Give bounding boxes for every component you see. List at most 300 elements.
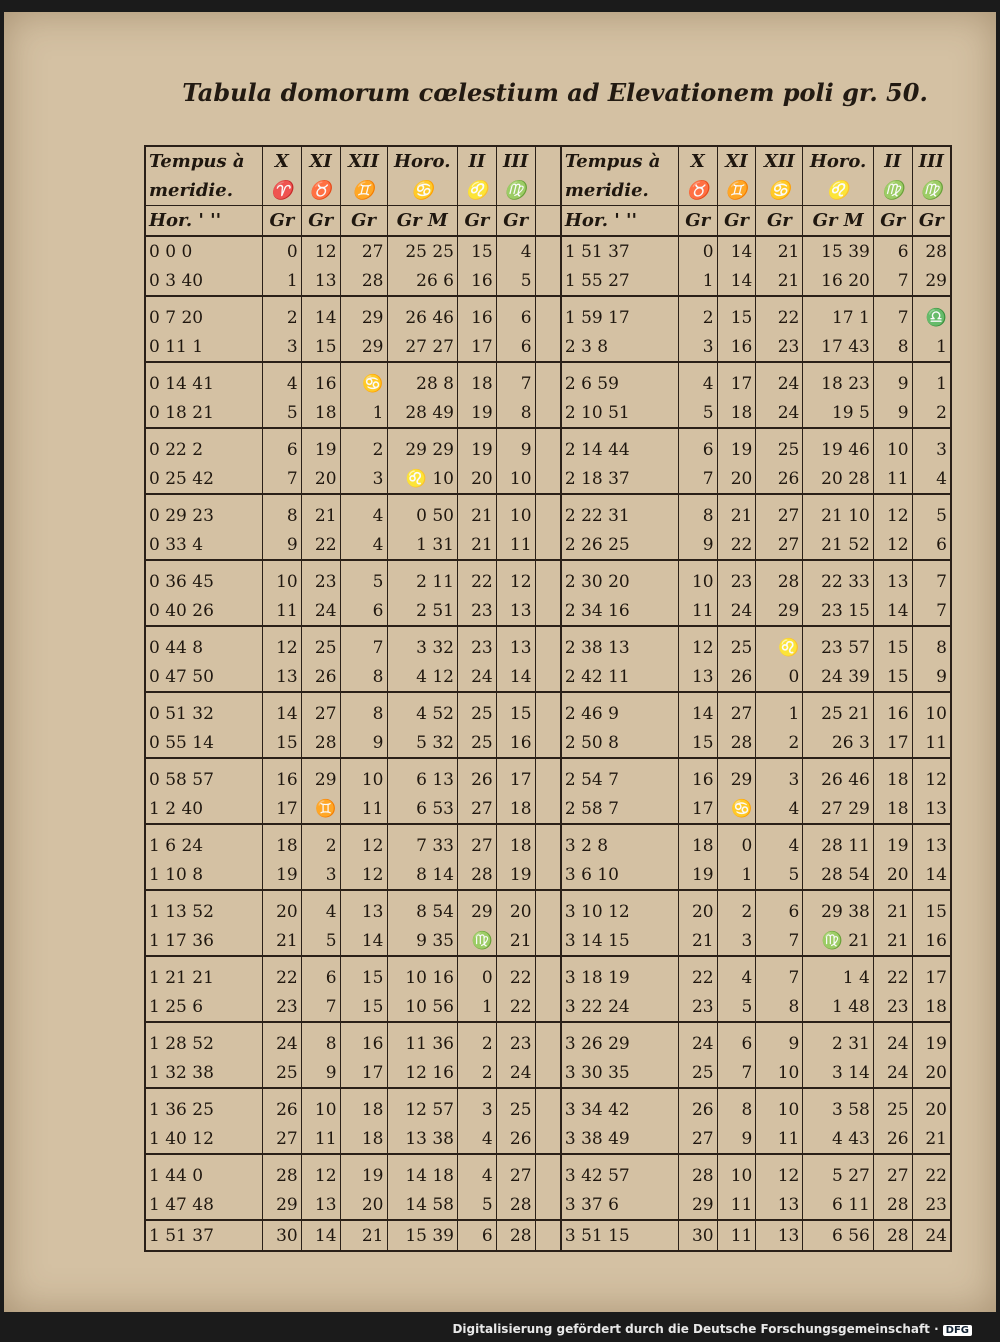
right-unit: Gr M: [803, 206, 873, 237]
right-value-cell: 19 46: [803, 428, 873, 464]
right-value-cell: 29: [717, 758, 756, 794]
left-value-cell: 23: [262, 992, 301, 1022]
left-house-header: XII: [340, 146, 387, 176]
left-time-cell: 1 32 38: [145, 1058, 262, 1088]
left-value-cell: 22: [457, 560, 496, 596]
right-time-cell: 2 22 31: [561, 494, 678, 530]
right-time-cell: 3 10 12: [561, 890, 678, 926]
right-value-cell: 1: [912, 362, 951, 398]
right-value-cell: 13: [678, 662, 717, 692]
left-value-cell: 11: [496, 530, 535, 560]
right-value-cell: 21: [756, 236, 803, 266]
right-value-cell: 18: [717, 398, 756, 428]
table-row: [145, 1124, 951, 1154]
left-time-cell: 0 22 2: [145, 428, 262, 464]
left-value-cell: 5: [457, 1190, 496, 1220]
left-value-cell: 6 13: [387, 758, 457, 794]
left-value-cell: 23: [457, 626, 496, 662]
right-value-cell: 1: [678, 266, 717, 296]
column-gap: [535, 236, 561, 266]
right-value-cell: 3: [717, 926, 756, 956]
left-value-cell: 19: [457, 428, 496, 464]
left-value-cell: 6: [301, 956, 340, 992]
left-value-cell: 7: [301, 992, 340, 1022]
right-value-cell: 16 20: [803, 266, 873, 296]
left-value-cell: 25 25: [387, 236, 457, 266]
right-value-cell: 29: [678, 1190, 717, 1220]
left-value-cell: 14: [496, 662, 535, 692]
left-value-cell: 1 31: [387, 530, 457, 560]
left-value-cell: 4: [496, 236, 535, 266]
right-value-cell: 11: [717, 1190, 756, 1220]
left-value-cell: 11: [262, 596, 301, 626]
left-value-cell: 27 27: [387, 332, 457, 362]
left-value-cell: 18: [496, 824, 535, 860]
right-units-time: Hor. ' '': [561, 206, 678, 237]
right-time-cell: 2 3 8: [561, 332, 678, 362]
right-value-cell: 17: [912, 956, 951, 992]
right-value-cell: 6: [717, 1022, 756, 1058]
table-row: [145, 692, 951, 728]
left-value-cell: 27: [340, 236, 387, 266]
left-value-cell: 4: [457, 1154, 496, 1190]
left-time-cell: 1 21 21: [145, 956, 262, 992]
table-row: [145, 890, 951, 926]
left-value-cell: 0: [262, 236, 301, 266]
right-house-header: III: [912, 146, 951, 176]
left-value-cell: 26: [457, 758, 496, 794]
table-row: [145, 1088, 951, 1124]
left-value-cell: 8: [340, 692, 387, 728]
left-value-cell: 24: [301, 596, 340, 626]
right-unit: Gr: [912, 206, 951, 237]
column-gap: [535, 1022, 561, 1058]
right-value-cell: 9: [873, 362, 912, 398]
left-value-cell: 20: [496, 890, 535, 926]
right-value-cell: 3 58: [803, 1088, 873, 1124]
right-value-cell: 24: [912, 1220, 951, 1251]
right-value-cell: 1 4: [803, 956, 873, 992]
left-time-cell: 1 6 24: [145, 824, 262, 860]
right-value-cell: 23 57: [803, 626, 873, 662]
column-gap: [535, 296, 561, 332]
right-house-header: II: [873, 146, 912, 176]
left-value-cell: 15: [457, 236, 496, 266]
left-value-cell: 28: [340, 266, 387, 296]
right-value-cell: 24: [717, 596, 756, 626]
left-time-cell: 0 3 40: [145, 266, 262, 296]
left-time-cell: 1 40 12: [145, 1124, 262, 1154]
right-value-cell: 24: [873, 1058, 912, 1088]
right-value-cell: 23: [678, 992, 717, 1022]
left-value-cell: 28 8: [387, 362, 457, 398]
left-value-cell: 10 16: [387, 956, 457, 992]
left-sign-header: ♋: [387, 176, 457, 206]
left-value-cell: 27: [496, 1154, 535, 1190]
left-value-cell: 7: [496, 362, 535, 398]
table-row: [145, 626, 951, 662]
right-value-cell: 7: [873, 266, 912, 296]
right-time-cell: 2 38 13: [561, 626, 678, 662]
footer-text: Digitalisierung gefördert durch die Deutsche Forschungsgemeinschaft ·: [452, 1322, 939, 1336]
left-value-cell: 27: [457, 794, 496, 824]
right-house-header: XI: [717, 146, 756, 176]
right-time-cell: 3 6 10: [561, 860, 678, 890]
left-value-cell: 12: [262, 626, 301, 662]
right-value-cell: 18 23: [803, 362, 873, 398]
right-value-cell: 6: [873, 236, 912, 266]
right-value-cell: 26 3: [803, 728, 873, 758]
table-row: [145, 926, 951, 956]
table-row: [145, 1220, 951, 1251]
left-value-cell: 26: [262, 1088, 301, 1124]
right-value-cell: 9: [873, 398, 912, 428]
right-time-cell: 3 34 42: [561, 1088, 678, 1124]
left-value-cell: ♍: [457, 926, 496, 956]
table-row: [145, 824, 951, 860]
column-gap: [535, 494, 561, 530]
left-value-cell: 28: [496, 1190, 535, 1220]
right-value-cell: 24: [756, 398, 803, 428]
right-value-cell: 22: [678, 956, 717, 992]
right-value-cell: 27: [717, 692, 756, 728]
right-time-cell: 2 42 11: [561, 662, 678, 692]
right-value-cell: 2 31: [803, 1022, 873, 1058]
left-time-header-2: meridie.: [145, 176, 262, 206]
left-value-cell: 1: [262, 266, 301, 296]
left-house-header: X: [262, 146, 301, 176]
left-value-cell: 25: [262, 1058, 301, 1088]
right-value-cell: 28: [873, 1220, 912, 1251]
left-value-cell: 16: [301, 362, 340, 398]
right-value-cell: 16: [717, 332, 756, 362]
left-value-cell: 16: [457, 296, 496, 332]
right-value-cell: 21 10: [803, 494, 873, 530]
right-time-cell: 2 50 8: [561, 728, 678, 758]
right-value-cell: 8: [873, 332, 912, 362]
left-value-cell: 25: [301, 626, 340, 662]
column-gap: [535, 206, 561, 237]
left-time-cell: 0 29 23: [145, 494, 262, 530]
left-value-cell: 17: [340, 1058, 387, 1088]
right-value-cell: 26: [873, 1124, 912, 1154]
right-sign-header: ♉: [678, 176, 717, 206]
right-value-cell: 20 28: [803, 464, 873, 494]
right-value-cell: 18: [912, 992, 951, 1022]
left-value-cell: 13: [496, 596, 535, 626]
column-gap: [535, 398, 561, 428]
right-value-cell: 22: [717, 530, 756, 560]
column-gap: [535, 926, 561, 956]
column-gap: [535, 728, 561, 758]
right-value-cell: 15: [873, 626, 912, 662]
table-row: [145, 956, 951, 992]
right-value-cell: 6 11: [803, 1190, 873, 1220]
right-house-header: Horo.: [803, 146, 873, 176]
left-value-cell: 15: [262, 728, 301, 758]
left-time-cell: 1 47 48: [145, 1190, 262, 1220]
left-value-cell: 29 29: [387, 428, 457, 464]
right-time-cell: 1 55 27: [561, 266, 678, 296]
left-time-cell: 1 25 6: [145, 992, 262, 1022]
left-value-cell: 6: [262, 428, 301, 464]
right-time-cell: 3 38 49: [561, 1124, 678, 1154]
right-value-cell: 23: [912, 1190, 951, 1220]
right-house-header: XII: [756, 146, 803, 176]
column-gap: [535, 860, 561, 890]
right-value-cell: 26: [717, 662, 756, 692]
table-row: [145, 398, 951, 428]
right-value-cell: 12: [873, 494, 912, 530]
right-value-cell: 25: [717, 626, 756, 662]
left-value-cell: 3: [301, 860, 340, 890]
right-value-cell: 5 27: [803, 1154, 873, 1190]
right-value-cell: ♌: [756, 626, 803, 662]
right-time-cell: 3 2 8: [561, 824, 678, 860]
right-value-cell: 26 46: [803, 758, 873, 794]
right-value-cell: 25: [873, 1088, 912, 1124]
left-value-cell: 9 35: [387, 926, 457, 956]
left-value-cell: 10: [301, 1088, 340, 1124]
right-value-cell: 7: [912, 596, 951, 626]
right-value-cell: 14: [873, 596, 912, 626]
left-value-cell: 8: [496, 398, 535, 428]
left-value-cell: 2: [262, 296, 301, 332]
table-row: [145, 1022, 951, 1058]
left-value-cell: 13: [496, 626, 535, 662]
column-gap: [535, 992, 561, 1022]
right-time-cell: 3 22 24: [561, 992, 678, 1022]
left-value-cell: 25: [457, 692, 496, 728]
header-row-signs: [145, 176, 951, 206]
right-value-cell: 9: [756, 1022, 803, 1058]
right-value-cell: 28: [873, 1190, 912, 1220]
left-value-cell: 7: [262, 464, 301, 494]
column-gap: [535, 464, 561, 494]
left-time-cell: 0 55 14: [145, 728, 262, 758]
left-value-cell: 22: [496, 956, 535, 992]
right-value-cell: 24: [756, 362, 803, 398]
left-time-cell: 0 25 42: [145, 464, 262, 494]
right-value-cell: 14: [912, 860, 951, 890]
left-value-cell: 26 6: [387, 266, 457, 296]
column-gap: [535, 692, 561, 728]
right-value-cell: 24 39: [803, 662, 873, 692]
left-value-cell: 14: [262, 692, 301, 728]
left-house-header: III: [496, 146, 535, 176]
right-value-cell: 25 21: [803, 692, 873, 728]
left-value-cell: 16: [262, 758, 301, 794]
left-time-cell: 0 36 45: [145, 560, 262, 596]
left-sign-header: ♈: [262, 176, 301, 206]
right-value-cell: 22 33: [803, 560, 873, 596]
house-table: [144, 145, 952, 1252]
right-sign-header: ♍: [873, 176, 912, 206]
column-gap: [535, 890, 561, 926]
right-value-cell: 4: [717, 956, 756, 992]
right-value-cell: 29: [756, 596, 803, 626]
left-time-cell: 0 14 41: [145, 362, 262, 398]
left-value-cell: 4: [262, 362, 301, 398]
left-value-cell: 20: [301, 464, 340, 494]
right-value-cell: 20: [912, 1088, 951, 1124]
right-value-cell: 20: [873, 860, 912, 890]
right-value-cell: 21: [717, 494, 756, 530]
right-time-cell: 2 6 59: [561, 362, 678, 398]
left-value-cell: 1: [457, 992, 496, 1022]
right-value-cell: 13: [756, 1190, 803, 1220]
table-row: [145, 794, 951, 824]
left-value-cell: 9: [496, 428, 535, 464]
column-gap: [535, 266, 561, 296]
right-value-cell: ♍ 21: [803, 926, 873, 956]
right-value-cell: 15: [873, 662, 912, 692]
left-value-cell: 12: [340, 824, 387, 860]
left-value-cell: 22: [301, 530, 340, 560]
right-value-cell: 7: [873, 296, 912, 332]
left-value-cell: 29: [457, 890, 496, 926]
left-value-cell: 10 56: [387, 992, 457, 1022]
left-value-cell: 10: [340, 758, 387, 794]
column-gap: [535, 626, 561, 662]
right-value-cell: 10: [756, 1088, 803, 1124]
right-time-cell: 3 51 15: [561, 1220, 678, 1251]
left-unit: Gr: [301, 206, 340, 237]
right-value-cell: 2: [678, 296, 717, 332]
right-value-cell: 10: [756, 1058, 803, 1088]
left-value-cell: 8 54: [387, 890, 457, 926]
table-row: [145, 1154, 951, 1190]
left-unit: Gr: [496, 206, 535, 237]
column-gap: [535, 530, 561, 560]
right-value-cell: 3: [912, 428, 951, 464]
table-row: [145, 758, 951, 794]
left-time-cell: 0 0 0: [145, 236, 262, 266]
left-value-cell: 23: [496, 1022, 535, 1058]
right-value-cell: 16: [873, 692, 912, 728]
left-value-cell: 10: [262, 560, 301, 596]
right-time-header: Tempus à: [561, 146, 678, 176]
left-time-cell: 0 33 4: [145, 530, 262, 560]
right-value-cell: 8: [678, 494, 717, 530]
book-page: [4, 12, 996, 1312]
header-row-houses: [145, 146, 951, 176]
dfg-logo: DFG: [943, 1325, 972, 1336]
left-value-cell: 9: [301, 1058, 340, 1088]
right-value-cell: 16: [912, 926, 951, 956]
right-value-cell: 1 48: [803, 992, 873, 1022]
left-units-time: Hor. ' '': [145, 206, 262, 237]
left-value-cell: 29: [340, 296, 387, 332]
right-time-cell: 3 30 35: [561, 1058, 678, 1088]
right-value-cell: 23: [873, 992, 912, 1022]
left-value-cell: 7 33: [387, 824, 457, 860]
left-value-cell: 28: [457, 860, 496, 890]
left-time-cell: 0 44 8: [145, 626, 262, 662]
right-value-cell: 11: [873, 464, 912, 494]
right-value-cell: 12: [873, 530, 912, 560]
left-value-cell: 19: [496, 860, 535, 890]
right-value-cell: 14: [717, 236, 756, 266]
left-value-cell: 26: [301, 662, 340, 692]
right-unit: Gr: [756, 206, 803, 237]
column-gap: [535, 956, 561, 992]
table-row: [145, 992, 951, 1022]
right-value-cell: 15: [678, 728, 717, 758]
digitization-footer: [452, 1322, 972, 1336]
right-value-cell: 17: [678, 794, 717, 824]
left-value-cell: 6: [496, 332, 535, 362]
left-value-cell: 9: [340, 728, 387, 758]
right-value-cell: 19: [873, 824, 912, 860]
left-value-cell: 4: [301, 890, 340, 926]
left-value-cell: 28: [496, 1220, 535, 1251]
left-value-cell: 3: [457, 1088, 496, 1124]
right-value-cell: 28: [678, 1154, 717, 1190]
left-value-cell: 19: [262, 860, 301, 890]
right-value-cell: 11: [912, 728, 951, 758]
right-value-cell: 21: [873, 926, 912, 956]
column-gap: [535, 1220, 561, 1251]
left-time-header: Tempus à: [145, 146, 262, 176]
left-value-cell: 25: [496, 1088, 535, 1124]
left-value-cell: 0: [457, 956, 496, 992]
right-value-cell: 20: [678, 890, 717, 926]
right-value-cell: 24: [873, 1022, 912, 1058]
right-value-cell: 27 29: [803, 794, 873, 824]
right-value-cell: 2: [912, 398, 951, 428]
right-sign-header: ♍: [912, 176, 951, 206]
left-value-cell: 12 57: [387, 1088, 457, 1124]
right-value-cell: 6: [678, 428, 717, 464]
right-value-cell: 10: [912, 692, 951, 728]
left-time-cell: 1 10 8: [145, 860, 262, 890]
right-value-cell: 21: [678, 926, 717, 956]
left-value-cell: 7: [340, 626, 387, 662]
left-value-cell: ♌ 10: [387, 464, 457, 494]
left-value-cell: 23: [301, 560, 340, 596]
left-value-cell: 1: [340, 398, 387, 428]
left-value-cell: 10: [496, 494, 535, 530]
left-value-cell: 22: [262, 956, 301, 992]
left-value-cell: 2: [301, 824, 340, 860]
right-value-cell: 15 39: [803, 236, 873, 266]
left-time-cell: 1 36 25: [145, 1088, 262, 1124]
left-value-cell: 10: [496, 464, 535, 494]
right-value-cell: 12: [912, 758, 951, 794]
left-value-cell: 14: [301, 296, 340, 332]
right-value-cell: 13: [912, 824, 951, 860]
left-value-cell: 3 32: [387, 626, 457, 662]
left-value-cell: 16: [457, 266, 496, 296]
right-time-cell: 2 26 25: [561, 530, 678, 560]
right-value-cell: 1: [717, 860, 756, 890]
right-value-cell: 17: [717, 362, 756, 398]
left-value-cell: 26: [496, 1124, 535, 1154]
left-sign-header: ♊: [340, 176, 387, 206]
column-gap: [535, 146, 561, 176]
left-value-cell: 8: [301, 1022, 340, 1058]
left-sign-header: ♍: [496, 176, 535, 206]
right-unit: Gr: [678, 206, 717, 237]
right-time-cell: 3 42 57: [561, 1154, 678, 1190]
left-value-cell: 12: [301, 236, 340, 266]
column-gap: [535, 596, 561, 626]
column-gap: [535, 332, 561, 362]
left-time-cell: 1 17 36: [145, 926, 262, 956]
left-value-cell: 5: [496, 266, 535, 296]
right-time-header-2: meridie.: [561, 176, 678, 206]
